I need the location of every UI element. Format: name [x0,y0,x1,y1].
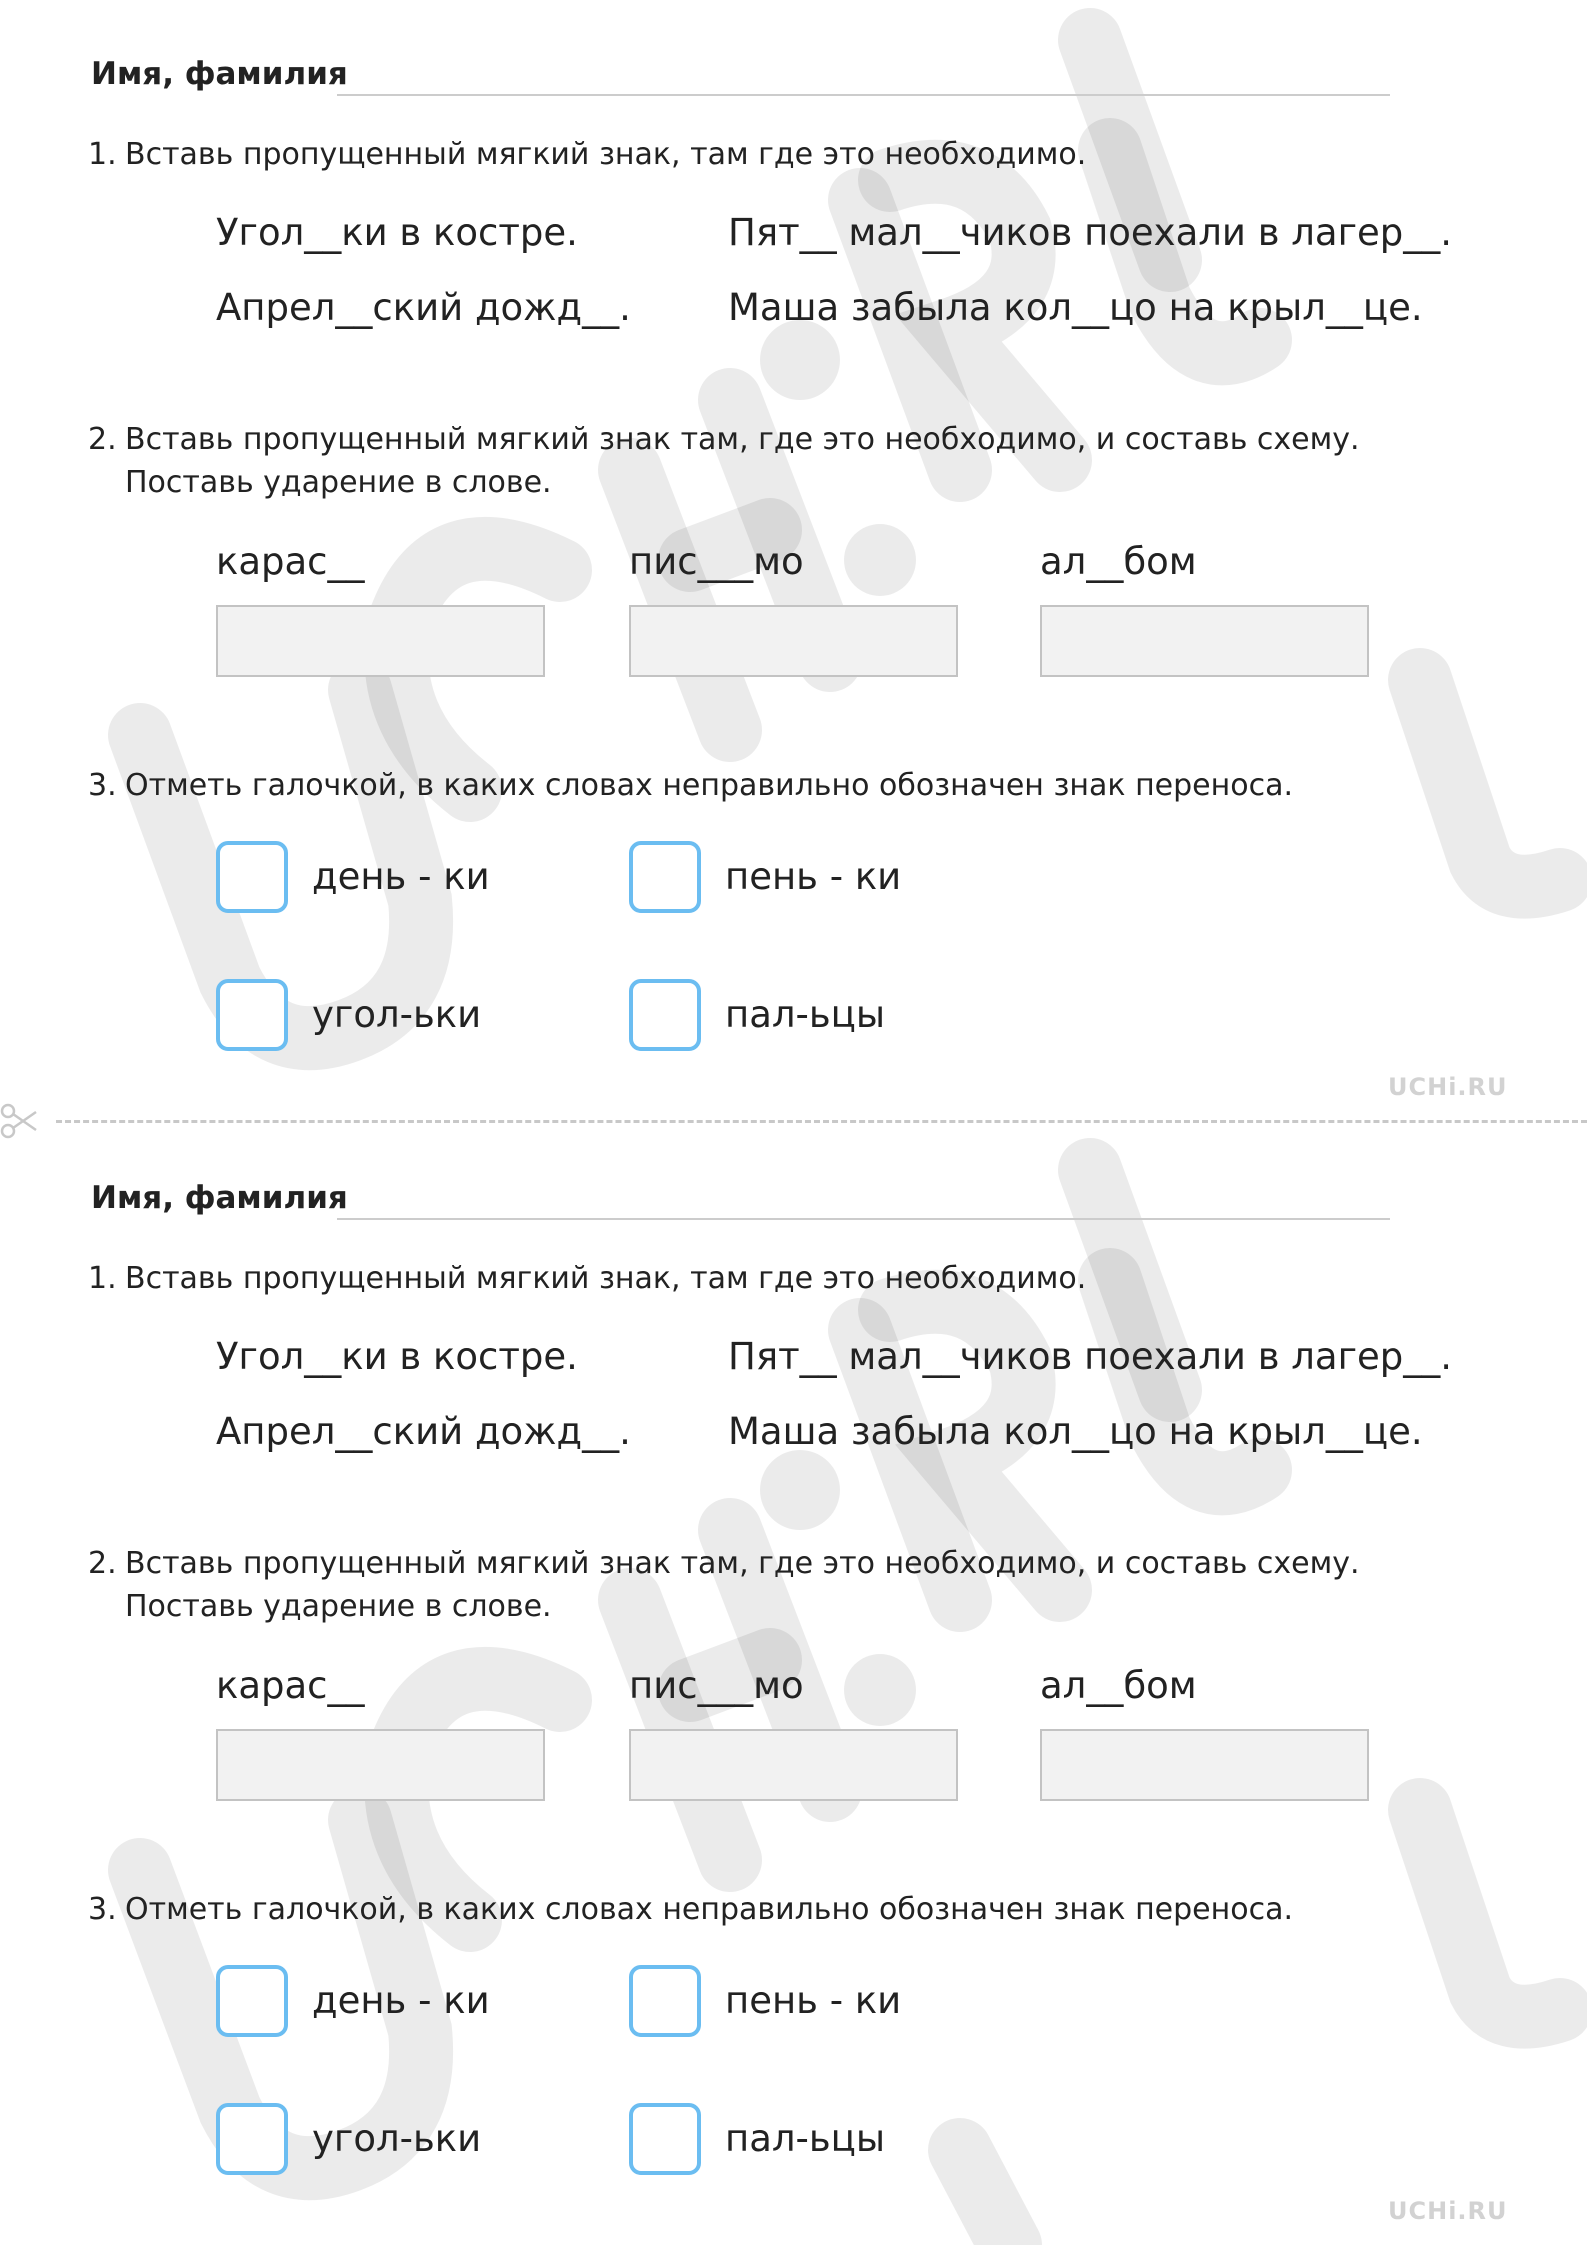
option-label: день - ки [312,855,490,898]
sentence: Маша забыла кол__цо на крыл__це. [728,1410,1423,1453]
name-label: Имя, фамилия [91,1180,348,1216]
scheme-box[interactable] [216,605,545,677]
scheme-box[interactable] [1040,1729,1369,1801]
checkbox[interactable] [629,979,701,1051]
task-2-text-line2: Поставь ударение в слове. [125,1589,552,1624]
option-label: пал-ьцы [725,993,886,1036]
brand-logo: UCHi.RU [1388,2197,1508,2225]
checkbox[interactable] [629,1965,701,2037]
scheme-box[interactable] [1040,605,1369,677]
sentence: Маша забыла кол__цо на крыл__це. [728,286,1423,329]
worksheet-bottom [0,1125,1587,2250]
brand-logo: UCHi.RU [1388,1073,1508,1101]
checkbox[interactable] [216,1965,288,2037]
task-3-text: 3. Отметь галочкой, в каких словах неправильно обозначен знак переноса. [88,1892,1294,1927]
word: карас__ [216,540,365,583]
scheme-box[interactable] [629,1729,958,1801]
word: пис___мо [629,540,804,583]
checkbox[interactable] [629,841,701,913]
option-label: угол-ьки [312,2117,482,2160]
checkbox[interactable] [216,2103,288,2175]
sentence: Пят__ мал__чиков поехали в лагер__. [728,1335,1453,1378]
word: ал__бом [1040,540,1197,583]
sentence: Угол__ки в костре. [216,1335,578,1378]
task-2-text: 2. Вставь пропущенный мягкий знак там, где это необходимо, и составь схему. [88,1546,1360,1581]
checkbox[interactable] [216,841,288,913]
sentence: Апрел__ский дожд__. [216,1410,631,1453]
option-label: угол-ьки [312,993,482,1036]
checkbox[interactable] [216,979,288,1051]
option-label: пень - ки [725,1979,902,2022]
option-label: день - ки [312,1979,490,2022]
task-3-text: 3. Отметь галочкой, в каких словах неправильно обозначен знак переноса. [88,768,1294,803]
task-1-text: 1. Вставь пропущенный мягкий знак, там где это необходимо. [88,137,1087,172]
sentence: Угол__ки в костре. [216,211,578,254]
word: ал__бом [1040,1664,1197,1707]
task-2-text: 2. Вставь пропущенный мягкий знак там, где это необходимо, и составь схему. [88,422,1360,457]
sentence: Апрел__ский дожд__. [216,286,631,329]
name-label: Имя, фамилия [91,56,348,92]
option-label: пень - ки [725,855,902,898]
name-line [337,94,1390,96]
name-line [337,1218,1390,1220]
word: пис___мо [629,1664,804,1707]
option-label: пал-ьцы [725,2117,886,2160]
scheme-box[interactable] [629,605,958,677]
checkbox[interactable] [629,2103,701,2175]
word: карас__ [216,1664,365,1707]
task-1-text: 1. Вставь пропущенный мягкий знак, там где это необходимо. [88,1261,1087,1296]
sentence: Пят__ мал__чиков поехали в лагер__. [728,211,1453,254]
task-2-text-line2: Поставь ударение в слове. [125,465,552,500]
scheme-box[interactable] [216,1729,545,1801]
